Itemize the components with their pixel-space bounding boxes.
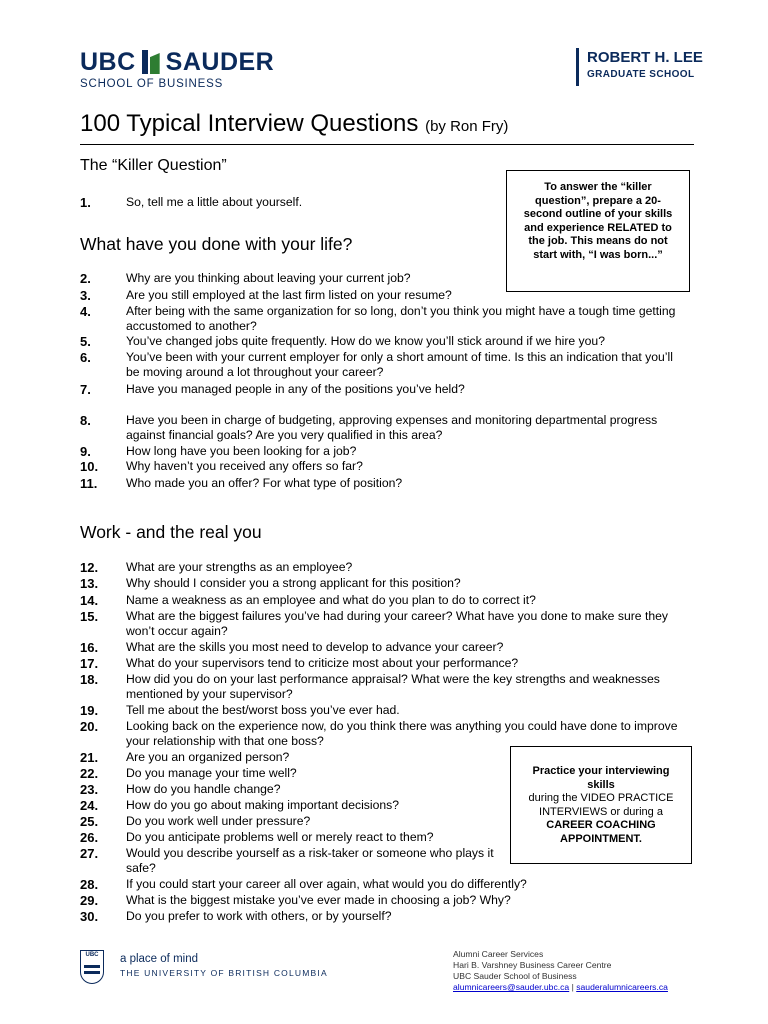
question-text: Looking back on the experience now, do you think there was anything you could have done to improve your relationship with that one boss?: [126, 719, 678, 748]
question-number: 28.: [80, 877, 99, 892]
question-item: [80, 703, 680, 718]
question-number: 7.: [80, 382, 91, 397]
question-text: Have you been in charge of budgeting, approving expenses and monitoring departmental progress against financial goals? Are you very qualified in this area?: [126, 413, 658, 442]
crest-text: UBC: [85, 952, 99, 958]
question-text: Do you manage your time well?: [126, 766, 297, 780]
question-number: 12.: [80, 560, 99, 575]
question-number: 6.: [80, 350, 91, 365]
question-number: 29.: [80, 893, 99, 908]
question-number: 22.: [80, 766, 99, 781]
contact-line1: Alumni Career Services: [453, 949, 544, 959]
question-number: 15.: [80, 609, 99, 624]
website-link[interactable]: sauderalumnicareers.ca: [576, 982, 668, 992]
ubc-crest-icon: [80, 950, 104, 984]
contact-block: [453, 949, 668, 993]
question-number: 1.: [80, 195, 91, 210]
contact-line3: UBC Sauder School of Business: [453, 971, 577, 981]
page-title: [80, 110, 694, 145]
question-text: Name a weakness as an employee and what do you plan to do to correct it?: [126, 593, 536, 607]
link-separator: |: [571, 982, 574, 992]
question-item: [80, 413, 680, 443]
ubc-sauder-logo: [80, 48, 274, 90]
question-number: 8.: [80, 413, 91, 428]
question-number: 25.: [80, 814, 99, 829]
question-number: 18.: [80, 672, 99, 687]
question-number: 17.: [80, 656, 99, 671]
practice-tip-box: [510, 746, 692, 864]
question-item: [80, 459, 680, 474]
question-number: 14.: [80, 593, 99, 608]
question-text: How long have you been looking for a job?: [126, 444, 357, 458]
question-item: [80, 846, 510, 876]
question-item: [80, 334, 680, 349]
question-number: 4.: [80, 304, 91, 319]
sauder-mark-icon: [142, 50, 160, 74]
logo-sauder-text: SAUDER: [165, 48, 275, 76]
question-item: [80, 909, 680, 924]
question-text: Would you describe yourself as a risk-taker or someone who plays it safe?: [126, 846, 494, 875]
section-heading-killer: The “Killer Question”: [80, 157, 227, 174]
question-item: [80, 350, 680, 380]
question-number: 2.: [80, 271, 91, 286]
question-text: Are you an organized person?: [126, 750, 290, 764]
tagline-university: THE UNIVERSITY OF BRITISH COLUMBIA: [120, 968, 328, 978]
practice-tip-line2: during the VIDEO PRACTICE INTERVIEWS or during a: [528, 792, 674, 818]
question-item: [80, 609, 680, 639]
question-item: [80, 593, 680, 608]
rhl-line1: ROBERT H. LEE: [587, 49, 703, 66]
question-item: [80, 576, 680, 591]
robert-h-lee-logo: [576, 48, 703, 86]
question-item: [80, 656, 680, 671]
question-number: 13.: [80, 576, 99, 591]
practice-tip-line1: Practice your interviewing skills: [532, 765, 670, 791]
question-number: 23.: [80, 782, 99, 797]
logo-school-text: SCHOOL OF BUSINESS: [80, 78, 224, 90]
question-text: Why are you thinking about leaving your current job?: [126, 271, 411, 285]
question-text: Tell me about the best/worst boss you’ve ever had.: [126, 703, 400, 717]
question-number: 10.: [80, 459, 99, 474]
question-text: Are you still employed at the last firm listed on your resume?: [126, 288, 452, 302]
email-link[interactable]: alumnicareers@sauder.ubc.ca: [453, 982, 570, 992]
question-number: 11.: [80, 476, 98, 491]
question-text: How do you go about making important decisions?: [126, 798, 400, 812]
question-text: What are your strengths as an employee?: [126, 560, 353, 574]
question-text: What do your supervisors tend to criticize most about your performance?: [126, 656, 519, 670]
question-item: [80, 444, 680, 459]
killer-question-tip-box: [506, 170, 690, 292]
question-text: How do you handle change?: [126, 782, 281, 796]
question-item: [80, 877, 680, 892]
question-item: [80, 382, 680, 397]
question-item: [80, 893, 680, 908]
title-main: 100 Typical Interview Questions: [80, 110, 419, 137]
contact-line2: Hari B. Varshney Business Career Centre: [453, 960, 612, 970]
question-number: 26.: [80, 830, 99, 845]
rhl-line2: GRADUATE SCHOOL: [587, 69, 695, 80]
question-text: You’ve changed jobs quite frequently. How do we know you’ll stick around if we hire you?: [126, 334, 605, 348]
question-text: Do you prefer to work with others, or by yourself?: [126, 909, 392, 923]
killer-tip-text: To answer the “killer question”, prepare a 20-second outline of your skills and experience RELATED to the job. This means do not start with, “I was born...”: [523, 181, 673, 261]
question-number: 9.: [80, 444, 91, 459]
question-text: You’ve been with your current employer for only a short amount of time. Is this an indication that you’ll be moving around a lot throughout your career?: [126, 350, 673, 379]
section-heading-life: What have you done with your life?: [80, 234, 353, 254]
question-text: How did you do on your last performance appraisal? What were the key strengths and weaknesses mentioned by your supervisor?: [126, 672, 660, 701]
question-number: 16.: [80, 640, 99, 655]
question-text: If you could start your career all over again, what would you do differently?: [126, 877, 527, 891]
question-number: 21.: [80, 750, 99, 765]
practice-tip-line3: CAREER COACHING APPOINTMENT.: [546, 819, 656, 845]
question-text: Why should I consider you a strong applicant for this position?: [126, 576, 461, 590]
question-item: [80, 719, 680, 749]
question-text: What is the biggest mistake you’ve ever made in choosing a job? Why?: [126, 893, 511, 907]
question-item: [80, 560, 680, 575]
logo-ubc-text: UBC: [80, 48, 136, 76]
crest-wave-icon: [84, 965, 100, 968]
ubc-footer-logo: [80, 950, 328, 984]
question-item: [80, 476, 680, 491]
title-author: (by Ron Fry): [425, 118, 509, 135]
question-number: 19.: [80, 703, 99, 718]
question-number: 20.: [80, 719, 99, 734]
question-text: Who made you an offer? For what type of position?: [126, 476, 403, 490]
tagline-place-of-mind: a place of mind: [120, 953, 198, 965]
question-text: Do you anticipate problems well or merely react to them?: [126, 830, 434, 844]
question-text: Do you work well under pressure?: [126, 814, 311, 828]
question-text: What are the skills you most need to develop to advance your career?: [126, 640, 504, 654]
section-heading-work: Work - and the real you: [80, 522, 262, 542]
question-text: Why haven’t you received any offers so far?: [126, 459, 363, 473]
question-number: 3.: [80, 288, 91, 303]
question-number: 24.: [80, 798, 99, 813]
question-text: What are the biggest failures you’ve had during your career? What have you done to make sure they won’t occur again?: [126, 609, 668, 638]
question-text: Have you managed people in any of the positions you’ve held?: [126, 382, 465, 396]
question-text: After being with the same organization for so long, don’t you think you might have a tough time getting accustomed to another?: [126, 304, 676, 333]
question-item: [80, 672, 680, 702]
question-item: [80, 640, 680, 655]
question-item: [80, 304, 680, 334]
question-number: 5.: [80, 334, 91, 349]
question-text: So, tell me a little about yourself.: [126, 195, 303, 209]
question-number: 27.: [80, 846, 99, 861]
crest-wave-icon: [84, 971, 100, 974]
question-number: 30.: [80, 909, 99, 924]
